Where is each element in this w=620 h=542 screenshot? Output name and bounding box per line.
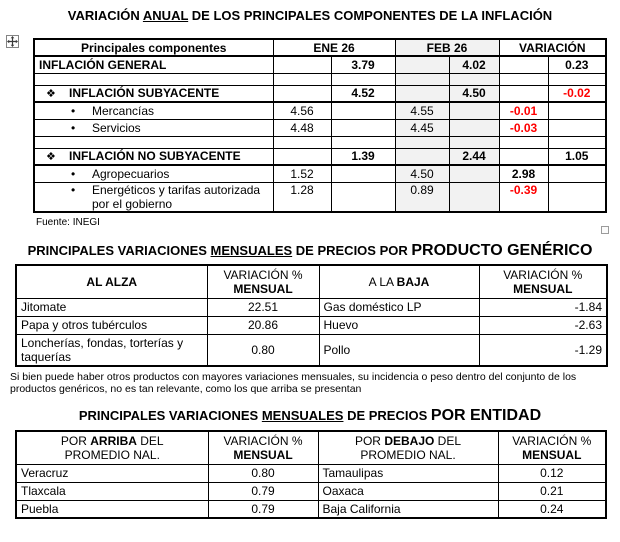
var-b-cell: 0.23 [548,56,606,73]
table-row [16,334,607,366]
title2-pre: PRINCIPALES VARIACIONES [27,242,211,258]
row-agropecuarios: • Agropecuarios 1.52 4.50 2.98 [34,165,606,182]
up-product: Loncherías, fondas, torterías y taquerías [16,334,207,366]
four-direction-arrows-icon [7,36,18,47]
del-label: DEL [136,433,164,448]
por-arriba-line1 [19,434,206,448]
up-state: Tlaxcala [16,482,208,500]
table1-header-row [34,39,606,56]
por-label: POR [354,433,385,448]
down-value: -1.29 [479,334,607,366]
variacion-pct-label: VARIACIÓN % [223,267,303,282]
row-inflacion-general [34,56,606,73]
up-product: Papa y otros tubérculos [16,316,207,334]
baja-label: BAJA [396,274,430,289]
mensual-label: MENSUAL [513,281,573,296]
title3-emphasis: POR ENTIDAD [430,406,542,424]
down-state: Baja California [318,500,498,518]
row-mercancias: • Mercancías 4.56 4.55 -0.01 [34,102,606,119]
section1-title [0,8,620,24]
debajo-label: DEBAJO [384,433,435,448]
up-state: Puebla [16,500,208,518]
mensual-label: MENSUAL [522,447,582,462]
row-energeticos: • Energéticos y tarifas autorizada por el gobierno 1.28 0.89 -0.39 [34,182,606,212]
title1-pre: VARIACIÓN [67,8,143,23]
up-state: Veracruz [16,464,208,482]
variation-negative-value: -0.01 [499,102,548,119]
promedio-nal-label: PROMEDIO NAL. [64,447,160,462]
down-value: 0.12 [498,464,606,482]
products-footnote: Si bien puede haber otros productos con mayores variaciones mensuales, su incidencia o peso dentro del conjunto de los productos genéricos, no es tan relevante, como los que arriba se presentan [10,370,577,395]
table-move-handle-icon[interactable] [6,35,19,48]
ene-b-cell: 3.79 [331,56,395,73]
row-label-cell [34,85,273,102]
down-product: Huevo [319,316,479,334]
title2-emphasis: PRODUCTO GENÉRICO [411,241,593,259]
header-por-arriba [16,431,208,465]
section3-title [0,408,620,424]
header-a-la-baja [319,265,479,299]
down-value: -2.63 [479,316,607,334]
var-a-cell [499,56,548,73]
row-label: Agropecuarios [92,166,170,181]
variacion-pct-label: VARIACIÓN % [503,267,583,282]
title1-underlined-word: ANUAL [142,8,189,23]
row-label: INFLACIÓN SUBYACENTE [69,86,220,101]
promedio-nal-label: PROMEDIO NAL. [360,447,456,462]
ene-a-cell [273,56,331,73]
row-label-cell [34,182,273,212]
row-label: INFLACIÓN NO SUBYACENTE [69,149,241,164]
table2-header-row [16,265,607,299]
spacer-row [34,136,606,148]
down-value: 0.24 [498,500,606,518]
inflation-components-table [33,38,607,213]
table3-header-row [16,431,606,465]
header-al-alza-label: AL ALZA [86,274,138,289]
variacion-pct-label: VARIACIÓN % [512,433,592,448]
up-value: 20.86 [207,316,319,334]
down-state: Oaxaca [318,482,498,500]
header-principales-componentes: Principales componentes [34,39,273,56]
variation-negative-value: -0.03 [499,119,548,136]
generic-products-table [15,264,608,367]
row-label-cell [34,119,273,136]
table-resize-handle-icon[interactable] [601,226,609,234]
title3-mid: DE PRECIOS [343,407,431,423]
up-value: 0.80 [208,464,318,482]
title3-pre: PRINCIPALES VARIACIONES [78,407,262,423]
dot-bullet-icon: • [71,120,76,135]
table-row [16,298,607,316]
title1-post: DE LOS PRINCIPALES COMPONENTES DE LA INFLACIÓN [188,8,553,23]
section2-title [0,243,620,259]
arriba-label: ARRIBA [90,433,137,448]
por-debajo-line1 [321,434,496,448]
row-inflacion-subyacente: ❖ INFLACIÓN SUBYACENTE 4.52 4.50 -0.02 [34,85,606,102]
down-state: Tamaulipas [318,464,498,482]
header-variacion-mensual-down [479,265,607,299]
down-value: 0.21 [498,482,606,500]
title2-mid: DE PRECIOS POR [292,242,412,258]
states-table [15,430,607,520]
variation-positive-value: 2.98 [499,165,548,182]
up-value: 0.79 [208,500,318,518]
dot-bullet-icon: • [71,103,76,118]
mensual-label: MENSUAL [233,447,293,462]
up-value: 0.79 [208,482,318,500]
table-row [16,316,607,334]
feb-b-cell: 4.02 [449,56,499,73]
diamond-bullet-icon: ❖ [46,87,56,101]
row-label: Energéticos y tarifas autorizada por el gobierno [92,182,261,211]
del-label: DEL [434,433,462,448]
variation-negative-value: -0.39 [499,182,548,212]
up-value: 0.80 [207,334,319,366]
header-variacion-mensual-down [498,431,606,465]
feb-a-cell [395,56,449,73]
table-row [16,464,606,482]
header-feb-26: FEB 26 [395,39,499,56]
table-row [16,500,606,518]
row-label-cell [34,102,273,119]
down-product: Gas doméstico LP [319,298,479,316]
row-label: Servicios [92,120,141,135]
a-la-label: A LA [368,274,397,289]
down-value: -1.84 [479,298,607,316]
dot-bullet-icon: • [71,182,76,197]
variacion-pct-label: VARIACIÓN % [223,433,303,448]
diamond-bullet-icon: ❖ [46,150,56,164]
row-label: INFLACIÓN GENERAL [39,57,167,72]
row-label-cell [34,148,273,165]
row-label-cell [34,56,273,73]
dot-bullet-icon: • [71,166,76,181]
variation-negative-value: -0.02 [548,85,606,102]
up-value: 22.51 [207,298,319,316]
table-row [16,482,606,500]
up-product: Jitomate [16,298,207,316]
header-variacion-mensual-up [208,431,318,465]
header-ene-26: ENE 26 [273,39,395,56]
mensual-label: MENSUAL [233,281,293,296]
title2-underlined-word: MENSUALES [210,242,293,258]
source-note: Fuente: INEGI [36,216,100,228]
header-al-alza [16,265,207,299]
header-variacion: VARIACIÓN [499,39,606,56]
row-label-cell [34,165,273,182]
por-label: POR [60,433,91,448]
header-por-debajo [318,431,498,465]
down-product: Pollo [319,334,479,366]
title3-underlined-word: MENSUALES [261,407,344,423]
document-page [0,8,620,542]
spacer-row [34,73,606,85]
header-variacion-mensual-up [207,265,319,299]
row-servicios: • Servicios 4.48 4.45 -0.03 [34,119,606,136]
row-inflacion-no-subyacente: ❖ INFLACIÓN NO SUBYACENTE 1.39 2.44 1.05 [34,148,606,165]
row-label: Mercancías [92,103,155,118]
